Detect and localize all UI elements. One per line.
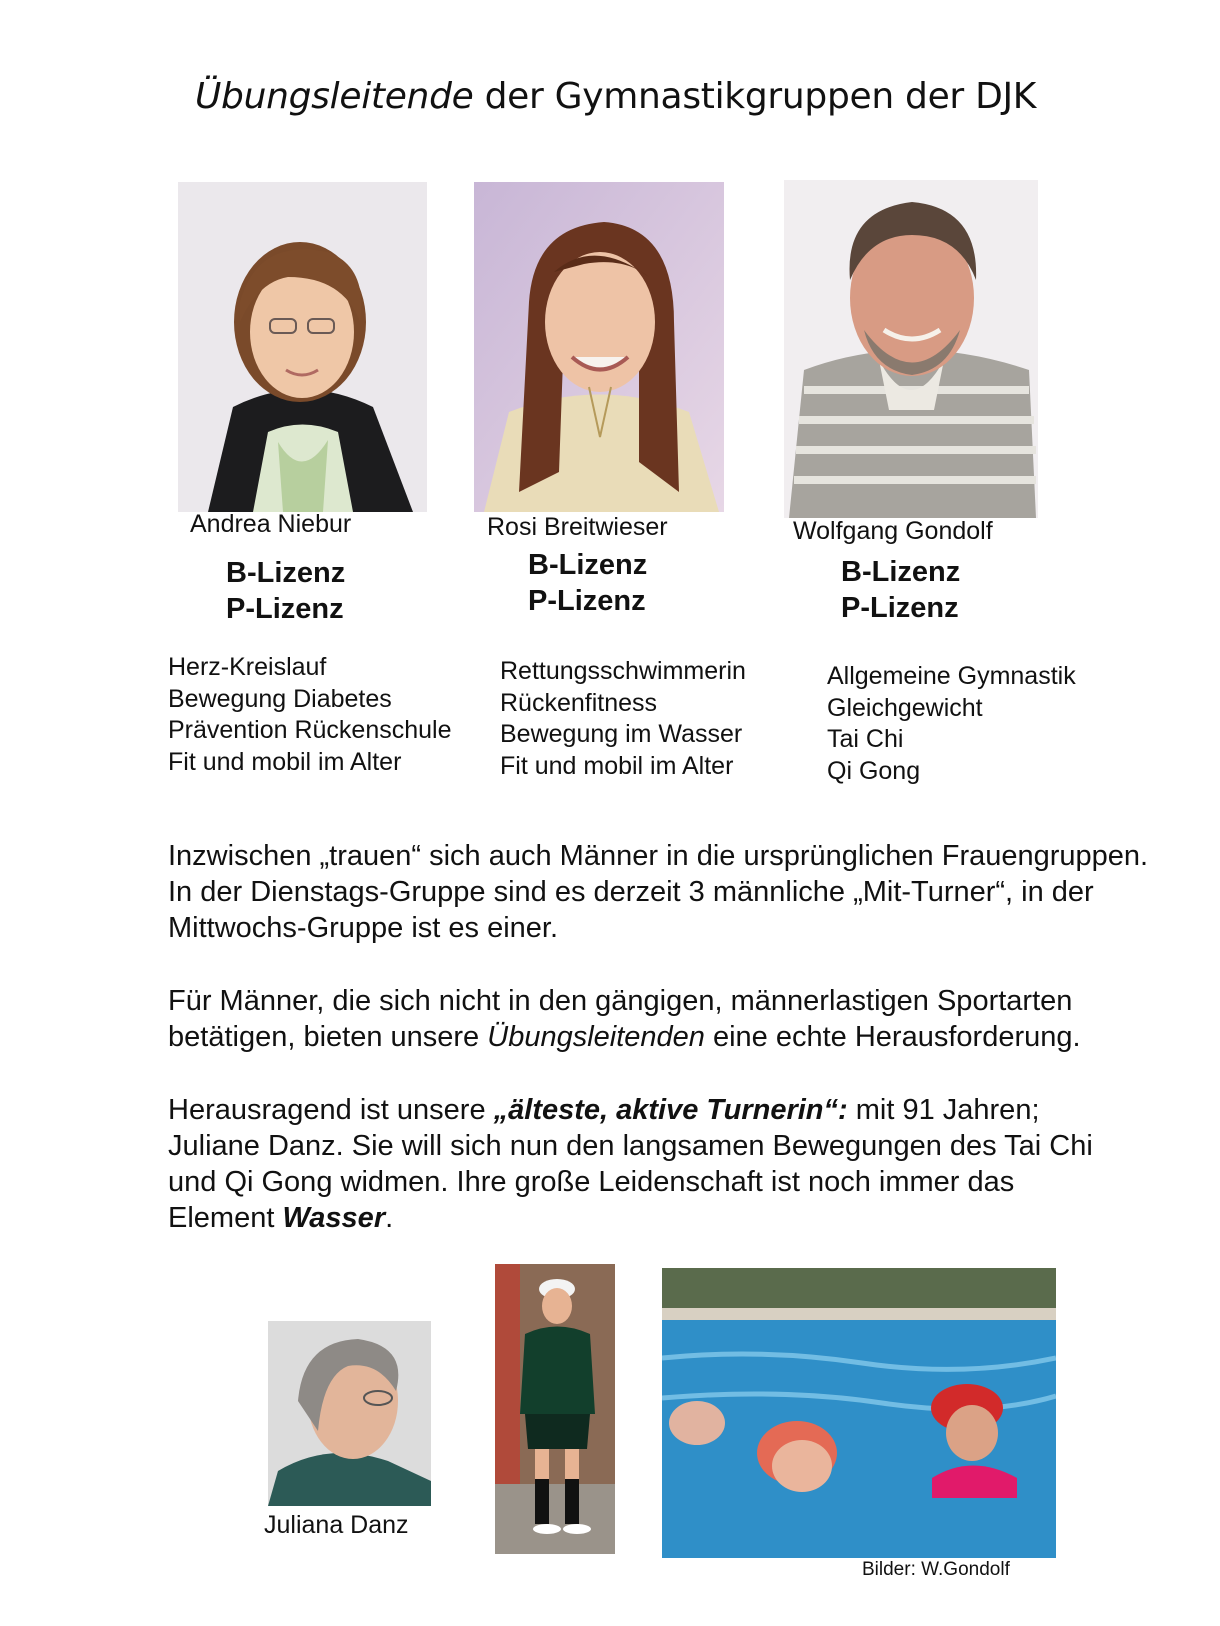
trainer-name: Wolfgang Gondolf [793, 517, 993, 545]
text-run: Herausragend ist unsere [168, 1094, 494, 1126]
text-run: eine echte Herausforderung. [704, 1021, 1081, 1053]
page-title-italic: Übungsleitende [195, 76, 474, 117]
specialty-item: Qi Gong [827, 756, 921, 785]
photo-swimming-pool [662, 1268, 1056, 1558]
paragraph-text [168, 1092, 1108, 1236]
specialty-item: Bewegung Diabetes [168, 684, 392, 713]
specialty-item: Rettungsschwimmerin [500, 657, 746, 685]
license: B-Lizenz [841, 556, 961, 588]
text-run-italic: Übungsleitenden [487, 1021, 705, 1053]
specialty-item: Prävention Rückenschule [168, 716, 452, 744]
text-run: mit 91 Jahren; Juliane Danz. Sie will sich nun den langsamen Bewegungen des Tai Chi und Qi Gong widmen. Ihre große Leidenschaft ist noch immer das Element [168, 1094, 1093, 1234]
photo-juliana-danz-portrait [268, 1321, 431, 1506]
license: B-Lizenz [528, 549, 648, 581]
photo-rosi-breitwieser [474, 182, 724, 512]
photo-andrea-niebur [178, 182, 427, 512]
trainer-licenses [226, 555, 345, 627]
paragraph-men [168, 838, 1178, 946]
paragraph-text [168, 983, 1178, 1055]
specialty-item: Herz-Kreislauf [168, 653, 327, 681]
specialty-item: Rückenfitness [500, 688, 658, 717]
trainer-licenses [528, 547, 647, 619]
specialty-item: Tai Chi [827, 725, 904, 753]
photo-wolfgang-gondolf [784, 180, 1038, 518]
specialty-item: Fit und mobil im Alter [168, 747, 402, 776]
text-run-bold-italic: Wasser [282, 1202, 386, 1234]
trainer-specialties [827, 661, 1076, 787]
paragraph-oldest-member [168, 1092, 1108, 1236]
text-run-bold-italic: „älteste, aktive Turnerin“: [493, 1094, 848, 1126]
page-title-rest: der Gymnastikgruppen der DJK [473, 76, 1037, 117]
photo-credit: Bilder: W.Gondolf [862, 1559, 1010, 1580]
text-run: Für Männer, die sich nicht in den gängigen, männerlastigen Sportarten betätigen, bieten unsere [168, 985, 1073, 1053]
specialty-item: Allgemeine Gymnastik [827, 662, 1076, 690]
license: P-Lizenz [841, 592, 959, 624]
license: P-Lizenz [528, 585, 646, 617]
trainer-licenses [841, 554, 960, 626]
license: P-Lizenz [226, 593, 344, 625]
specialty-item: Bewegung im Wasser [500, 720, 743, 748]
trainer-specialties [500, 656, 746, 782]
specialty-item: Gleichgewicht [827, 693, 983, 722]
trainer-name: Rosi Breitwieser [487, 513, 668, 541]
paragraph-text: Inzwischen „trauen“ sich auch Männer in die ursprünglichen Frauengruppen. In der Dienstags-Gruppe sind es derzeit 3 männliche „Mit-Turner“, in der Mittwochs-Gruppe ist es einer. [168, 840, 1149, 944]
photo-caption: Juliana Danz [264, 1511, 409, 1539]
trainer-specialties [168, 652, 452, 778]
photo-juliana-danz-sport [495, 1264, 615, 1554]
specialty-item: Fit und mobil im Alter [500, 751, 734, 780]
license: B-Lizenz [226, 557, 346, 589]
trainer-name: Andrea Niebur [190, 510, 352, 538]
page-title [195, 76, 1036, 117]
text-run: . [385, 1202, 394, 1234]
paragraph-challenge [168, 983, 1178, 1055]
